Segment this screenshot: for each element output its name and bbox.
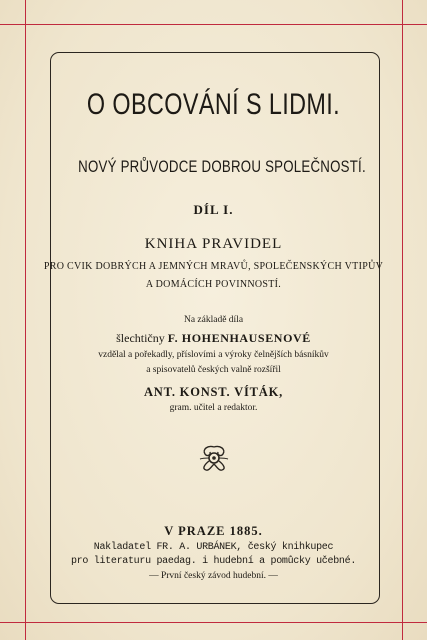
editor-name: ANT. KONST. VÍTÁK, bbox=[143, 385, 284, 399]
inner-frame bbox=[50, 52, 380, 604]
printer-line: — První český závod hudební. — bbox=[149, 571, 278, 581]
red-border-left bbox=[25, 0, 26, 640]
translator-line bbox=[40, 332, 387, 344]
publisher-line: Nakladatel FR. A. URBÁNEK, český knihkupec bbox=[93, 542, 334, 553]
place-and-year: V PRAZE 1885. bbox=[164, 524, 263, 538]
description-line: A DOMÁCÍCH POVINNOSTÍ. bbox=[145, 279, 282, 290]
book-heading: KNIHA PRAVIDEL bbox=[144, 236, 283, 252]
book-subtitle: NOVÝ PRŮVODCE DOBROU SPOLEČNOSTÍ. bbox=[78, 157, 366, 176]
publisher-specialty: pro literaturu paedag. i hudební a pomůcky učebné. bbox=[70, 556, 357, 567]
translator-prefix: šlechtičny bbox=[116, 331, 165, 345]
red-border-right bbox=[402, 0, 403, 640]
basis-text: Na základě díla bbox=[183, 315, 244, 325]
red-border-bottom bbox=[0, 622, 427, 623]
red-border-top bbox=[0, 24, 427, 25]
editor-role: gram. učitel a redaktor. bbox=[169, 403, 258, 413]
part-number: DÍL I. bbox=[193, 202, 234, 217]
ornament-flourish-icon bbox=[196, 443, 232, 473]
additions-line: a spisovatelů českých valně rozšířil bbox=[146, 365, 281, 375]
additions-line: vzdělal a pořekadly, příslovími a výroky čelnějších básníkův bbox=[98, 350, 329, 360]
description-line: PRO CVIK DOBRÝCH A JEMNÝCH MRAVŮ, SPOLEČENSKÝCH VTIPŮV bbox=[43, 261, 384, 272]
translator-name: F. HOHENHAUSENOVÉ bbox=[167, 331, 311, 345]
book-title: O OBCOVÁNÍ S LIDMI. bbox=[86, 88, 341, 121]
